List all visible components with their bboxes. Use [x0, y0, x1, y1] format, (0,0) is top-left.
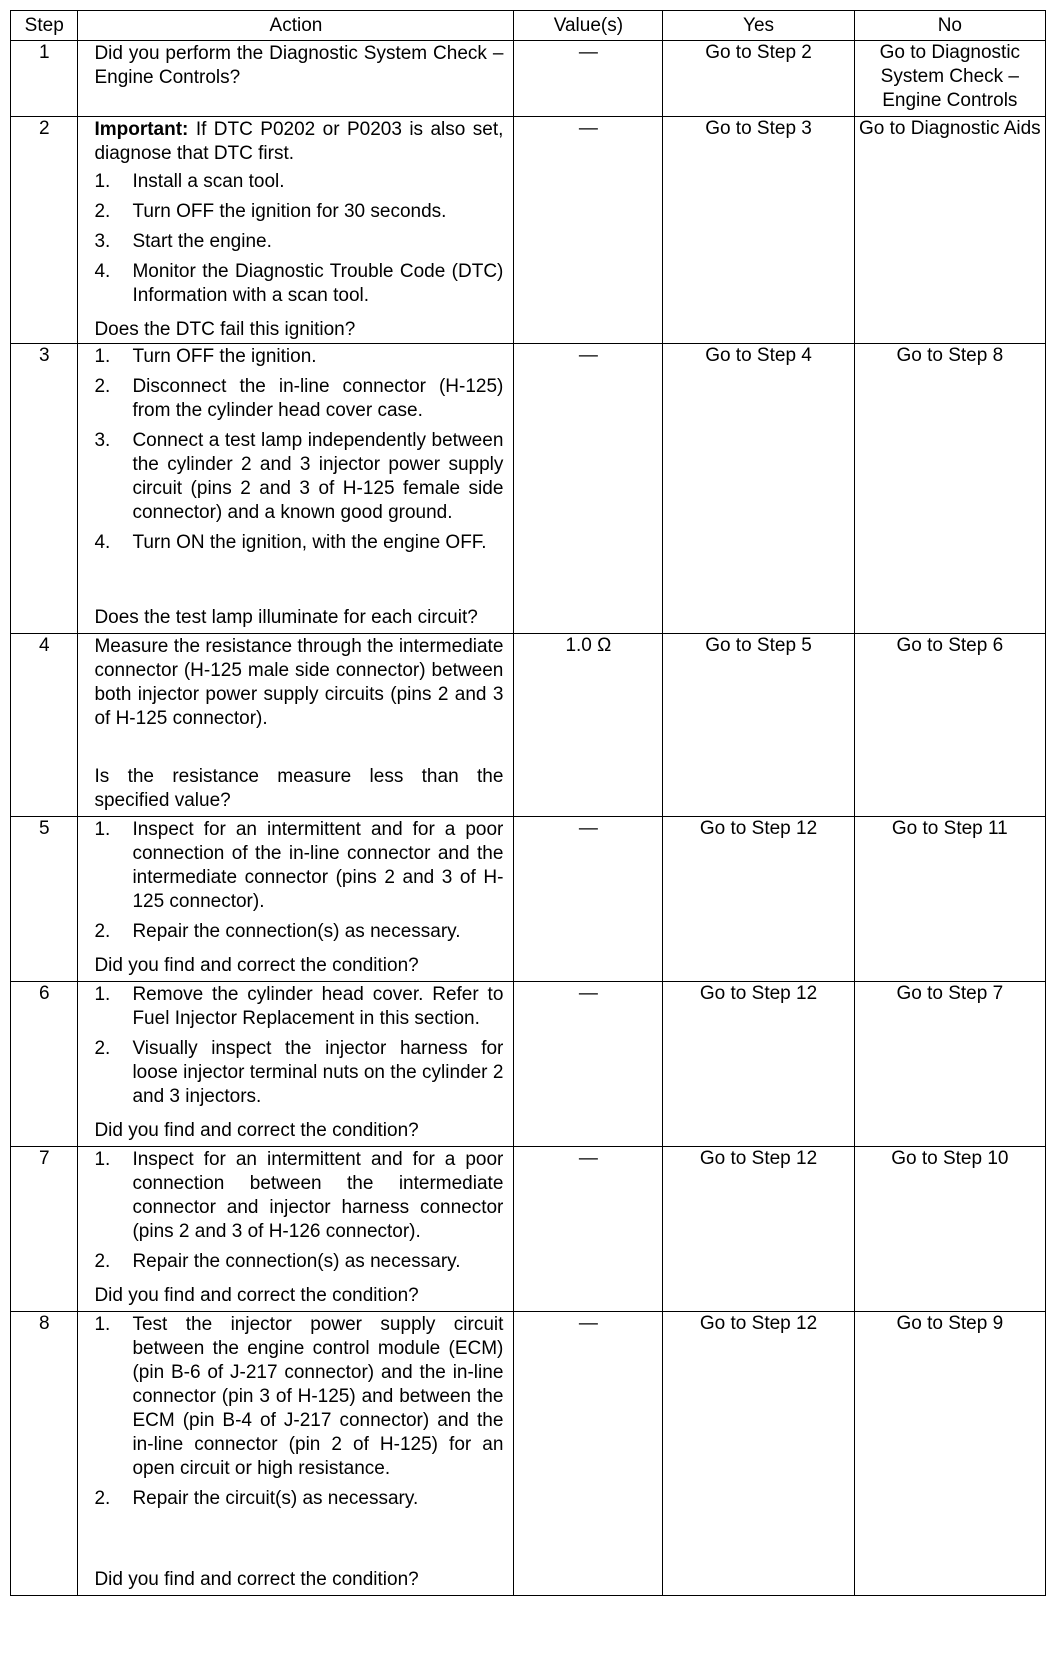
list-item-number: 3. — [94, 430, 111, 451]
list-item-number: 2. — [94, 1251, 111, 1272]
list-item-number: 1. — [94, 984, 111, 1005]
list-item — [94, 345, 503, 369]
list-item-text: Repair the connection(s) as necessary. — [132, 1251, 461, 1272]
step-number: 3 — [11, 344, 78, 634]
no-result: Go to Step 9 — [854, 1312, 1045, 1596]
header-step: Step — [11, 11, 78, 41]
action-question: Does the DTC fail this ignition? — [94, 319, 356, 340]
list-item-text: Turn ON the ignition, with the engine OFF. — [132, 532, 487, 553]
step-number: 8 — [11, 1312, 78, 1596]
list-item-number: 1. — [94, 1314, 111, 1335]
step-number: 6 — [11, 982, 78, 1147]
list-item-number: 4. — [94, 532, 111, 553]
action-question: Does the test lamp illuminate for each circuit? — [94, 607, 478, 628]
table-row — [11, 344, 1046, 634]
diagnostic-table — [10, 10, 1046, 1596]
table-row — [11, 1147, 1046, 1312]
header-value: Value(s) — [514, 11, 663, 41]
list-item — [94, 920, 503, 944]
table-row — [11, 982, 1046, 1147]
list-item-text: Connect a test lamp independently between the cylinder 2 and 3 injector power supply circuit (pins 2 and 3 of H-125 female side connector) and a known good ground. — [132, 430, 504, 523]
table-row — [11, 117, 1046, 344]
yes-result: Go to Step 12 — [663, 982, 854, 1147]
list-item-number: 3. — [94, 231, 111, 252]
action-steps-list — [94, 1313, 503, 1511]
list-item — [94, 260, 503, 308]
list-item-number: 1. — [94, 346, 111, 367]
list-item-text: Start the engine. — [132, 231, 272, 252]
value-cell: — — [514, 41, 663, 117]
action-cell — [78, 1312, 514, 1596]
list-item — [94, 170, 503, 194]
action-question: Did you find and correct the condition? — [94, 1285, 419, 1306]
action-cell — [78, 41, 514, 117]
list-item-text: Monitor the Diagnostic Trouble Code (DTC) Information with a scan tool. — [132, 261, 504, 306]
important-label: Important: — [94, 119, 189, 140]
step-number: 5 — [11, 817, 78, 982]
header-row — [11, 11, 1046, 41]
list-item-number: 2. — [94, 921, 111, 942]
list-item-text: Repair the connection(s) as necessary. — [132, 921, 461, 942]
list-item — [94, 200, 503, 224]
list-item-number: 2. — [94, 1488, 111, 1509]
action-steps-list — [94, 170, 503, 308]
list-item-text: Remove the cylinder head cover. Refer to Fuel Injector Replacement in this section. — [132, 984, 504, 1029]
action-cell — [78, 344, 514, 634]
value-cell: 1.0 Ω — [514, 634, 663, 817]
list-item — [94, 1148, 503, 1244]
yes-result: Go to Step 12 — [663, 1312, 854, 1596]
action-cell — [78, 117, 514, 344]
step-number: 4 — [11, 634, 78, 817]
no-result: Go to Step 8 — [854, 344, 1045, 634]
value-cell: — — [514, 1312, 663, 1596]
list-item-number: 2. — [94, 1038, 111, 1059]
list-item — [94, 375, 503, 423]
action-cell — [78, 634, 514, 817]
no-result: Go to Step 7 — [854, 982, 1045, 1147]
action-steps-list — [94, 983, 503, 1109]
action-intro — [94, 635, 503, 731]
action-cell — [78, 1147, 514, 1312]
list-item — [94, 1037, 503, 1109]
action-intro — [94, 118, 503, 166]
action-intro-text: Measure the resistance through the intermediate connector (H-125 male side connector) between both injector power supply circuits (pins 2 and 3 of H-125 connector). — [94, 636, 504, 729]
value-cell: — — [514, 117, 663, 344]
value-cell: — — [514, 344, 663, 634]
list-item-text: Turn OFF the ignition for 30 seconds. — [132, 201, 447, 222]
header-no: No — [854, 11, 1045, 41]
list-item-number: 4. — [94, 261, 111, 282]
list-item-text: Inspect for an intermittent and for a poor connection of the in-line connector and the intermediate connector (pins 2 and 3 of H-125 connector). — [132, 819, 504, 912]
action-steps-list — [94, 818, 503, 944]
no-result: Go to Diagnostic System Check – Engine Controls — [854, 41, 1045, 117]
no-result: Go to Step 6 — [854, 634, 1045, 817]
yes-result: Go to Step 2 — [663, 41, 854, 117]
no-result: Go to Diagnostic Aids — [854, 117, 1045, 344]
action-intro — [94, 42, 503, 90]
action-steps-list — [94, 1148, 503, 1274]
value-cell: — — [514, 817, 663, 982]
action-question: Is the resistance measure less than the specified value? — [94, 766, 504, 811]
header-action: Action — [78, 11, 514, 41]
list-item-text: Test the injector power supply circuit between the engine control module (ECM) (pin B-6 of J-217 connector) and the in-line connector (pin 3 of H-125) and between the ECM (pin B-4 of J-217 connector) and the in-line connector (pin 2 of H-125) for an open circuit or high resistance. — [132, 1314, 504, 1479]
list-item-number: 1. — [94, 1149, 111, 1170]
action-intro-text: If DTC P0202 or P0203 is also set, diagnose that DTC first. — [94, 119, 504, 164]
step-number: 1 — [11, 41, 78, 117]
list-item — [94, 429, 503, 525]
list-item — [94, 818, 503, 914]
list-item-text: Turn OFF the ignition. — [132, 346, 317, 367]
list-item — [94, 983, 503, 1031]
yes-result: Go to Step 12 — [663, 817, 854, 982]
list-item-text: Repair the circuit(s) as necessary. — [132, 1488, 419, 1509]
list-item-text: Visually inspect the injector harness for loose injector terminal nuts on the cylinder 2 and 3 injectors. — [132, 1038, 504, 1107]
list-item — [94, 1250, 503, 1274]
table-row — [11, 634, 1046, 817]
yes-result: Go to Step 3 — [663, 117, 854, 344]
no-result: Go to Step 11 — [854, 817, 1045, 982]
table-row — [11, 1312, 1046, 1596]
yes-result: Go to Step 4 — [663, 344, 854, 634]
list-item — [94, 531, 503, 555]
action-question: Did you find and correct the condition? — [94, 1569, 419, 1590]
action-cell — [78, 817, 514, 982]
action-steps-list — [94, 345, 503, 555]
table-row — [11, 41, 1046, 117]
action-question: Did you find and correct the condition? — [94, 1120, 419, 1141]
no-result: Go to Step 10 — [854, 1147, 1045, 1312]
step-number: 2 — [11, 117, 78, 344]
list-item-text: Inspect for an intermittent and for a poor connection between the intermediate connector and injector harness connector (pins 2 and 3 of H-126 connector). — [132, 1149, 504, 1242]
list-item-number: 2. — [94, 201, 111, 222]
list-item-text: Install a scan tool. — [132, 171, 285, 192]
list-item-number: 1. — [94, 819, 111, 840]
table-row — [11, 817, 1046, 982]
yes-result: Go to Step 12 — [663, 1147, 854, 1312]
list-item — [94, 230, 503, 254]
header-yes: Yes — [663, 11, 854, 41]
list-item — [94, 1487, 503, 1511]
list-item-number: 1. — [94, 171, 111, 192]
value-cell: — — [514, 1147, 663, 1312]
list-item-text: Disconnect the in-line connector (H-125) from the cylinder head cover case. — [132, 376, 504, 421]
list-item-number: 2. — [94, 376, 111, 397]
step-number: 7 — [11, 1147, 78, 1312]
yes-result: Go to Step 5 — [663, 634, 854, 817]
list-item — [94, 1313, 503, 1481]
action-intro-text: Did you perform the Diagnostic System Check – Engine Controls? — [94, 43, 504, 88]
action-question: Did you find and correct the condition? — [94, 955, 419, 976]
value-cell: — — [514, 982, 663, 1147]
action-cell — [78, 982, 514, 1147]
